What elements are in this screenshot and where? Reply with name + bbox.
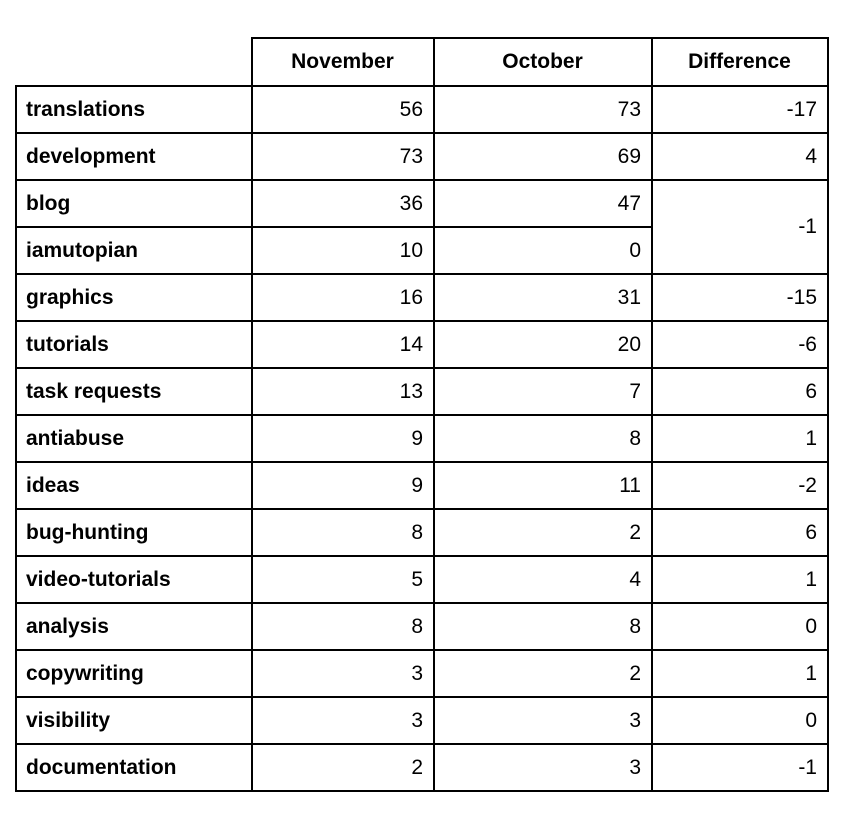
october-cell: 4 [434, 556, 652, 603]
table-row [16, 180, 828, 227]
october-cell: 47 [434, 180, 652, 227]
november-cell: 36 [252, 180, 434, 227]
category-cell: visibility [16, 697, 252, 744]
november-cell: 13 [252, 368, 434, 415]
october-cell: 69 [434, 133, 652, 180]
difference-cell: -1 [652, 744, 828, 791]
header-row [16, 38, 828, 86]
corner-header [16, 38, 252, 86]
category-cell: tutorials [16, 321, 252, 368]
november-header: November [252, 38, 434, 86]
difference-cell: -15 [652, 274, 828, 321]
category-cell: blog [16, 180, 252, 227]
october-header: October [434, 38, 652, 86]
november-cell: 8 [252, 509, 434, 556]
october-cell: 3 [434, 744, 652, 791]
november-cell: 16 [252, 274, 434, 321]
october-cell: 7 [434, 368, 652, 415]
november-cell: 5 [252, 556, 434, 603]
november-cell: 56 [252, 86, 434, 133]
difference-header: Difference [652, 38, 828, 86]
october-cell: 2 [434, 650, 652, 697]
table-row [16, 415, 828, 462]
category-cell: task requests [16, 368, 252, 415]
october-cell: 8 [434, 603, 652, 650]
difference-cell: -2 [652, 462, 828, 509]
category-cell: translations [16, 86, 252, 133]
table-row [16, 368, 828, 415]
category-cell: ideas [16, 462, 252, 509]
october-cell: 31 [434, 274, 652, 321]
category-cell: video-tutorials [16, 556, 252, 603]
october-cell: 20 [434, 321, 652, 368]
category-cell: iamutopian [16, 227, 252, 274]
table-row [16, 274, 828, 321]
november-cell: 10 [252, 227, 434, 274]
category-cell: antiabuse [16, 415, 252, 462]
table-row [16, 603, 828, 650]
category-cell: analysis [16, 603, 252, 650]
difference-cell: 4 [652, 133, 828, 180]
difference-cell: 0 [652, 697, 828, 744]
november-cell: 2 [252, 744, 434, 791]
october-cell: 3 [434, 697, 652, 744]
category-cell: graphics [16, 274, 252, 321]
difference-cell: 6 [652, 368, 828, 415]
table-row [16, 86, 828, 133]
category-comparison-table [15, 37, 829, 792]
november-cell: 8 [252, 603, 434, 650]
november-cell: 3 [252, 697, 434, 744]
october-cell: 8 [434, 415, 652, 462]
november-cell: 9 [252, 415, 434, 462]
difference-cell: 0 [652, 603, 828, 650]
table-row [16, 509, 828, 556]
difference-cell: 1 [652, 415, 828, 462]
difference-cell: -17 [652, 86, 828, 133]
category-cell: documentation [16, 744, 252, 791]
table-row [16, 744, 828, 791]
october-cell: 0 [434, 227, 652, 274]
october-cell: 2 [434, 509, 652, 556]
table-row [16, 697, 828, 744]
category-cell: development [16, 133, 252, 180]
difference-cell: 1 [652, 650, 828, 697]
october-cell: 11 [434, 462, 652, 509]
difference-cell-merged: -1 [652, 180, 828, 274]
november-cell: 14 [252, 321, 434, 368]
table-row [16, 462, 828, 509]
difference-cell: 6 [652, 509, 828, 556]
difference-cell: -6 [652, 321, 828, 368]
category-cell: bug-hunting [16, 509, 252, 556]
november-cell: 73 [252, 133, 434, 180]
november-cell: 3 [252, 650, 434, 697]
table-row [16, 556, 828, 603]
october-cell: 73 [434, 86, 652, 133]
table-row [16, 133, 828, 180]
difference-cell: 1 [652, 556, 828, 603]
november-cell: 9 [252, 462, 434, 509]
table-row [16, 650, 828, 697]
category-cell: copywriting [16, 650, 252, 697]
table-row [16, 321, 828, 368]
